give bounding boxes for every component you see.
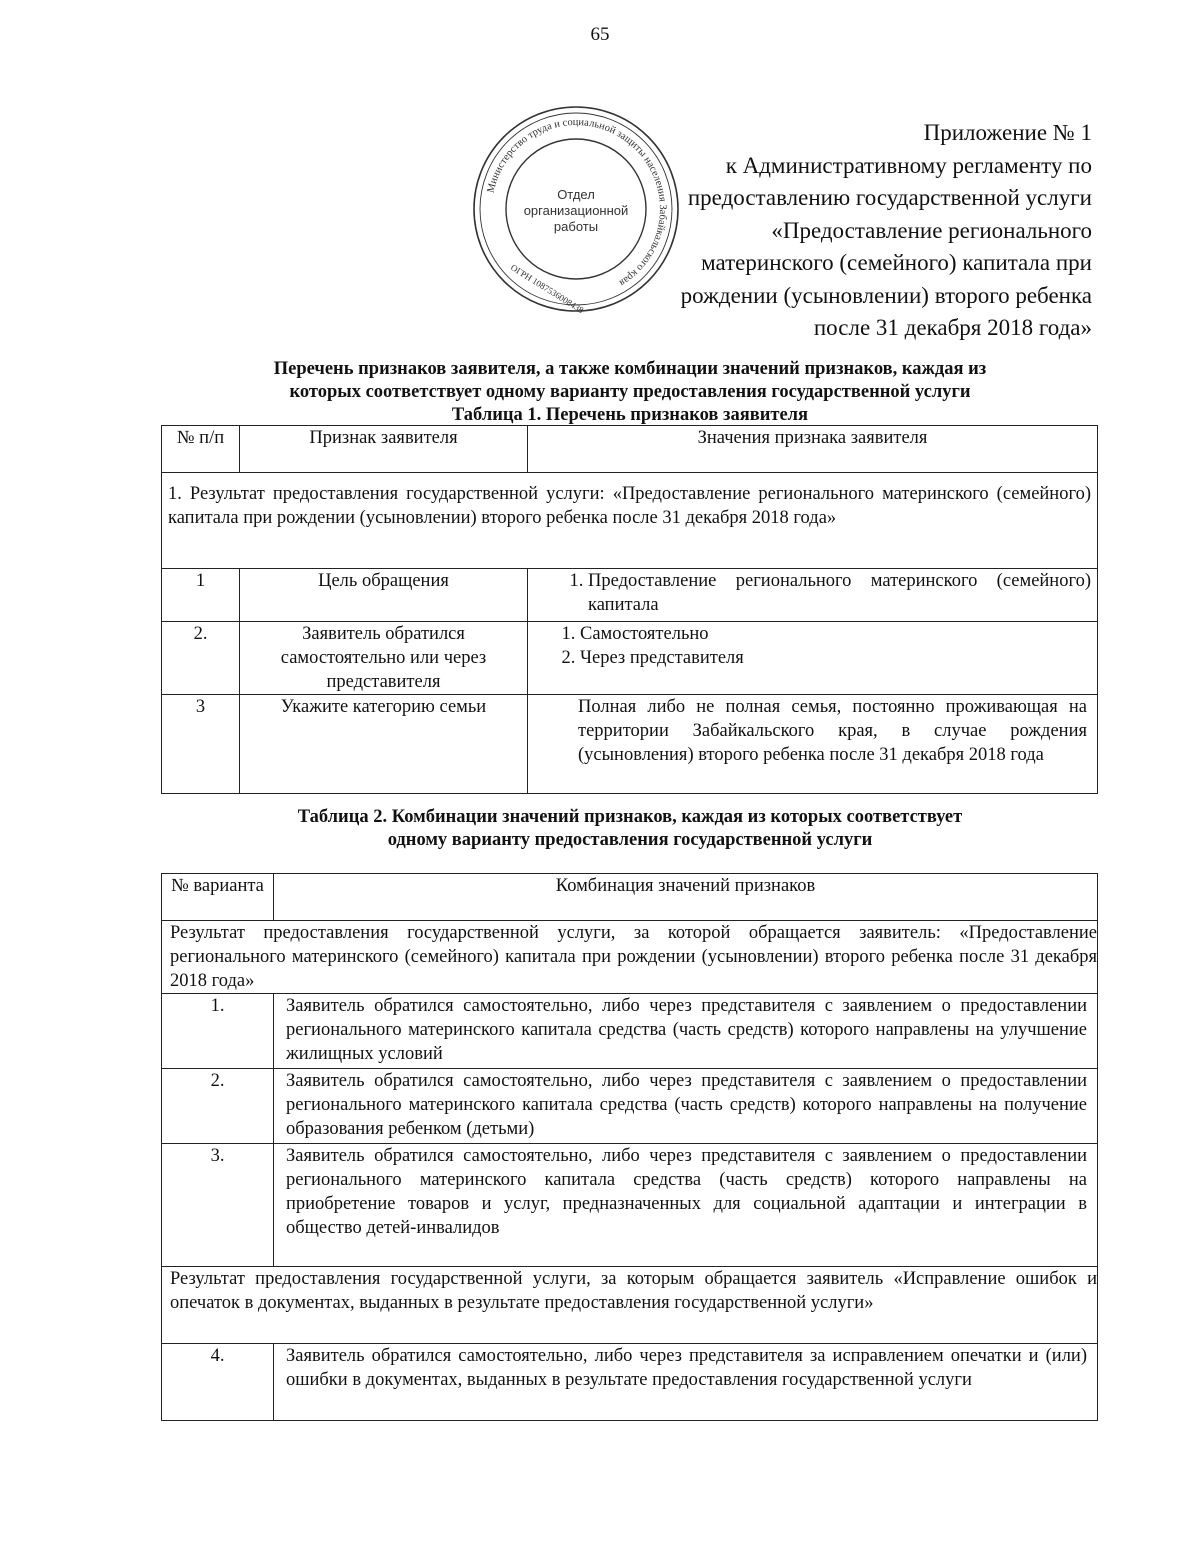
table-row [162, 994, 1098, 1069]
row-values [528, 622, 1098, 695]
variant-number: 4. [162, 1344, 274, 1421]
column-header-variant: № варианта [162, 874, 274, 921]
table-row [162, 622, 1098, 695]
table-row [162, 569, 1098, 622]
row-values: Полная либо не полная семья, постоянно проживающая на территории Забайкальского края, в случае рождения (усыновления) второго ребенка после 31 декабря 2018 года [528, 695, 1098, 794]
row-feature: Цель обращения [240, 569, 528, 622]
appendix-line: «Предоставление регионального [771, 217, 1092, 243]
value-item: 1. Самостоятельно [580, 622, 1091, 646]
variant-text: Заявитель обратился самостоятельно, либо через представителя за исправлением опечатки и (или) ошибки в документах, выданных в результате предоставления государственной услуги [274, 1344, 1098, 1421]
table2-title [160, 806, 1100, 852]
svg-text:организационной: организационной [523, 203, 629, 218]
value-item: 1. Предоставление регионального материнского (семейного) капитала [588, 569, 1091, 617]
main-heading [160, 358, 1100, 427]
variant-text: Заявитель обратился самостоятельно, либо через представителя с заявлением о предоставлении регионального материнского капитала средства (часть средств) которого направлены на приобретение товаров и услуг, предназначенных для социальной адаптации и интеграции в общество детей-инвалидов [274, 1144, 1098, 1267]
variant-number: 3. [162, 1144, 274, 1267]
table-row [162, 1344, 1098, 1421]
appendix-line: предоставлению государственной услуги [687, 185, 1092, 210]
table2-title-line: одному варианту предоставления государственной услуги [387, 830, 873, 850]
column-header-combination: Комбинация значений признаков [274, 874, 1098, 921]
section-result-text: Результат предоставления государственной услуги, за которым обращается заявитель «Исправление ошибок и опечаток в документах, выданных в результате предоставления государственной услуги» [162, 1267, 1098, 1344]
table1-title: Таблица 1. Перечень признаков заявителя [451, 405, 809, 425]
section-result-text: 1. Результат предоставления государственной услуги: «Предоставление регионального материнского (семейного) капитала при рождении (усыновлении) второго ребенка после 31 декабря 2018 года» [162, 473, 1098, 569]
appendix-line: материнского (семейного) капитала при [701, 250, 1092, 275]
row-number: 1 [162, 569, 240, 622]
variant-text: Заявитель обратился самостоятельно, либо через представителя с заявлением о предоставлении регионального материнского капитала средства (часть средств) которого направлены на получение образования ребенком (детьми) [274, 1069, 1098, 1144]
column-header-feature: Признак заявителя [240, 426, 528, 473]
appendix-line: после 31 декабря 2018 года» [813, 315, 1092, 340]
variant-number: 2. [162, 1069, 274, 1144]
column-header-values: Значения признака заявителя [528, 426, 1098, 473]
appendix-line: рождении (усыновлении) второго ребенка [680, 282, 1092, 308]
table-section-row [162, 1267, 1098, 1344]
row-number: 2. [162, 622, 240, 695]
table-feature-combinations [161, 873, 1098, 1421]
svg-text:Министерство труда и социально: Министерство труда и социальной защиты населения Забайкальского края [485, 116, 669, 289]
row-feature: Заявитель обратился самостоятельно или через представителя [240, 622, 528, 695]
table-header-row [162, 426, 1098, 473]
table-row [162, 695, 1098, 794]
table-header-row [162, 874, 1098, 921]
table-applicant-features [161, 425, 1098, 794]
page-number: 65 [590, 24, 610, 45]
table2-title-line: Таблица 2. Комбинации значений признаков, каждая из которых соответствует [297, 807, 963, 827]
appendix-line: к Административному регламенту по [725, 152, 1092, 178]
variant-number: 1. [162, 994, 274, 1069]
row-number: 3 [162, 695, 240, 794]
main-heading-line: которых соответствует одному варианту предоставления государственной услуги [289, 382, 971, 402]
table-row [162, 1069, 1098, 1144]
svg-text:Отдел: Отдел [557, 187, 595, 202]
appendix-block [572, 117, 1092, 345]
table-section-row [162, 473, 1098, 569]
value-item: 2. Через представителя [580, 646, 1091, 670]
svg-text:работы: работы [553, 219, 599, 234]
table-row [162, 1144, 1098, 1267]
appendix-line: Приложение № 1 [923, 120, 1092, 145]
table-section-row [162, 921, 1098, 994]
column-header-number: № п/п [162, 426, 240, 473]
main-heading-line: Перечень признаков заявителя, а также комбинации значений признаков, каждая из [273, 359, 987, 379]
row-feature: Укажите категорию семьи [240, 695, 528, 794]
section-result-text: Результат предоставления государственной услуги, за которой обращается заявитель: «Предоставление регионального материнского (семейного) капитала при рождении (усыновлении) второго ребенка после 31 декабря 2018 года» [162, 921, 1098, 994]
row-values [528, 569, 1098, 622]
variant-text: Заявитель обратился самостоятельно, либо через представителя с заявлением о предоставлении регионального материнского капитала средства (часть средств) которого направлены на улучшение жилищных условий [274, 994, 1098, 1069]
svg-text:ОГРН 1087536008438: ОГРН 1087536008438 [508, 262, 586, 315]
